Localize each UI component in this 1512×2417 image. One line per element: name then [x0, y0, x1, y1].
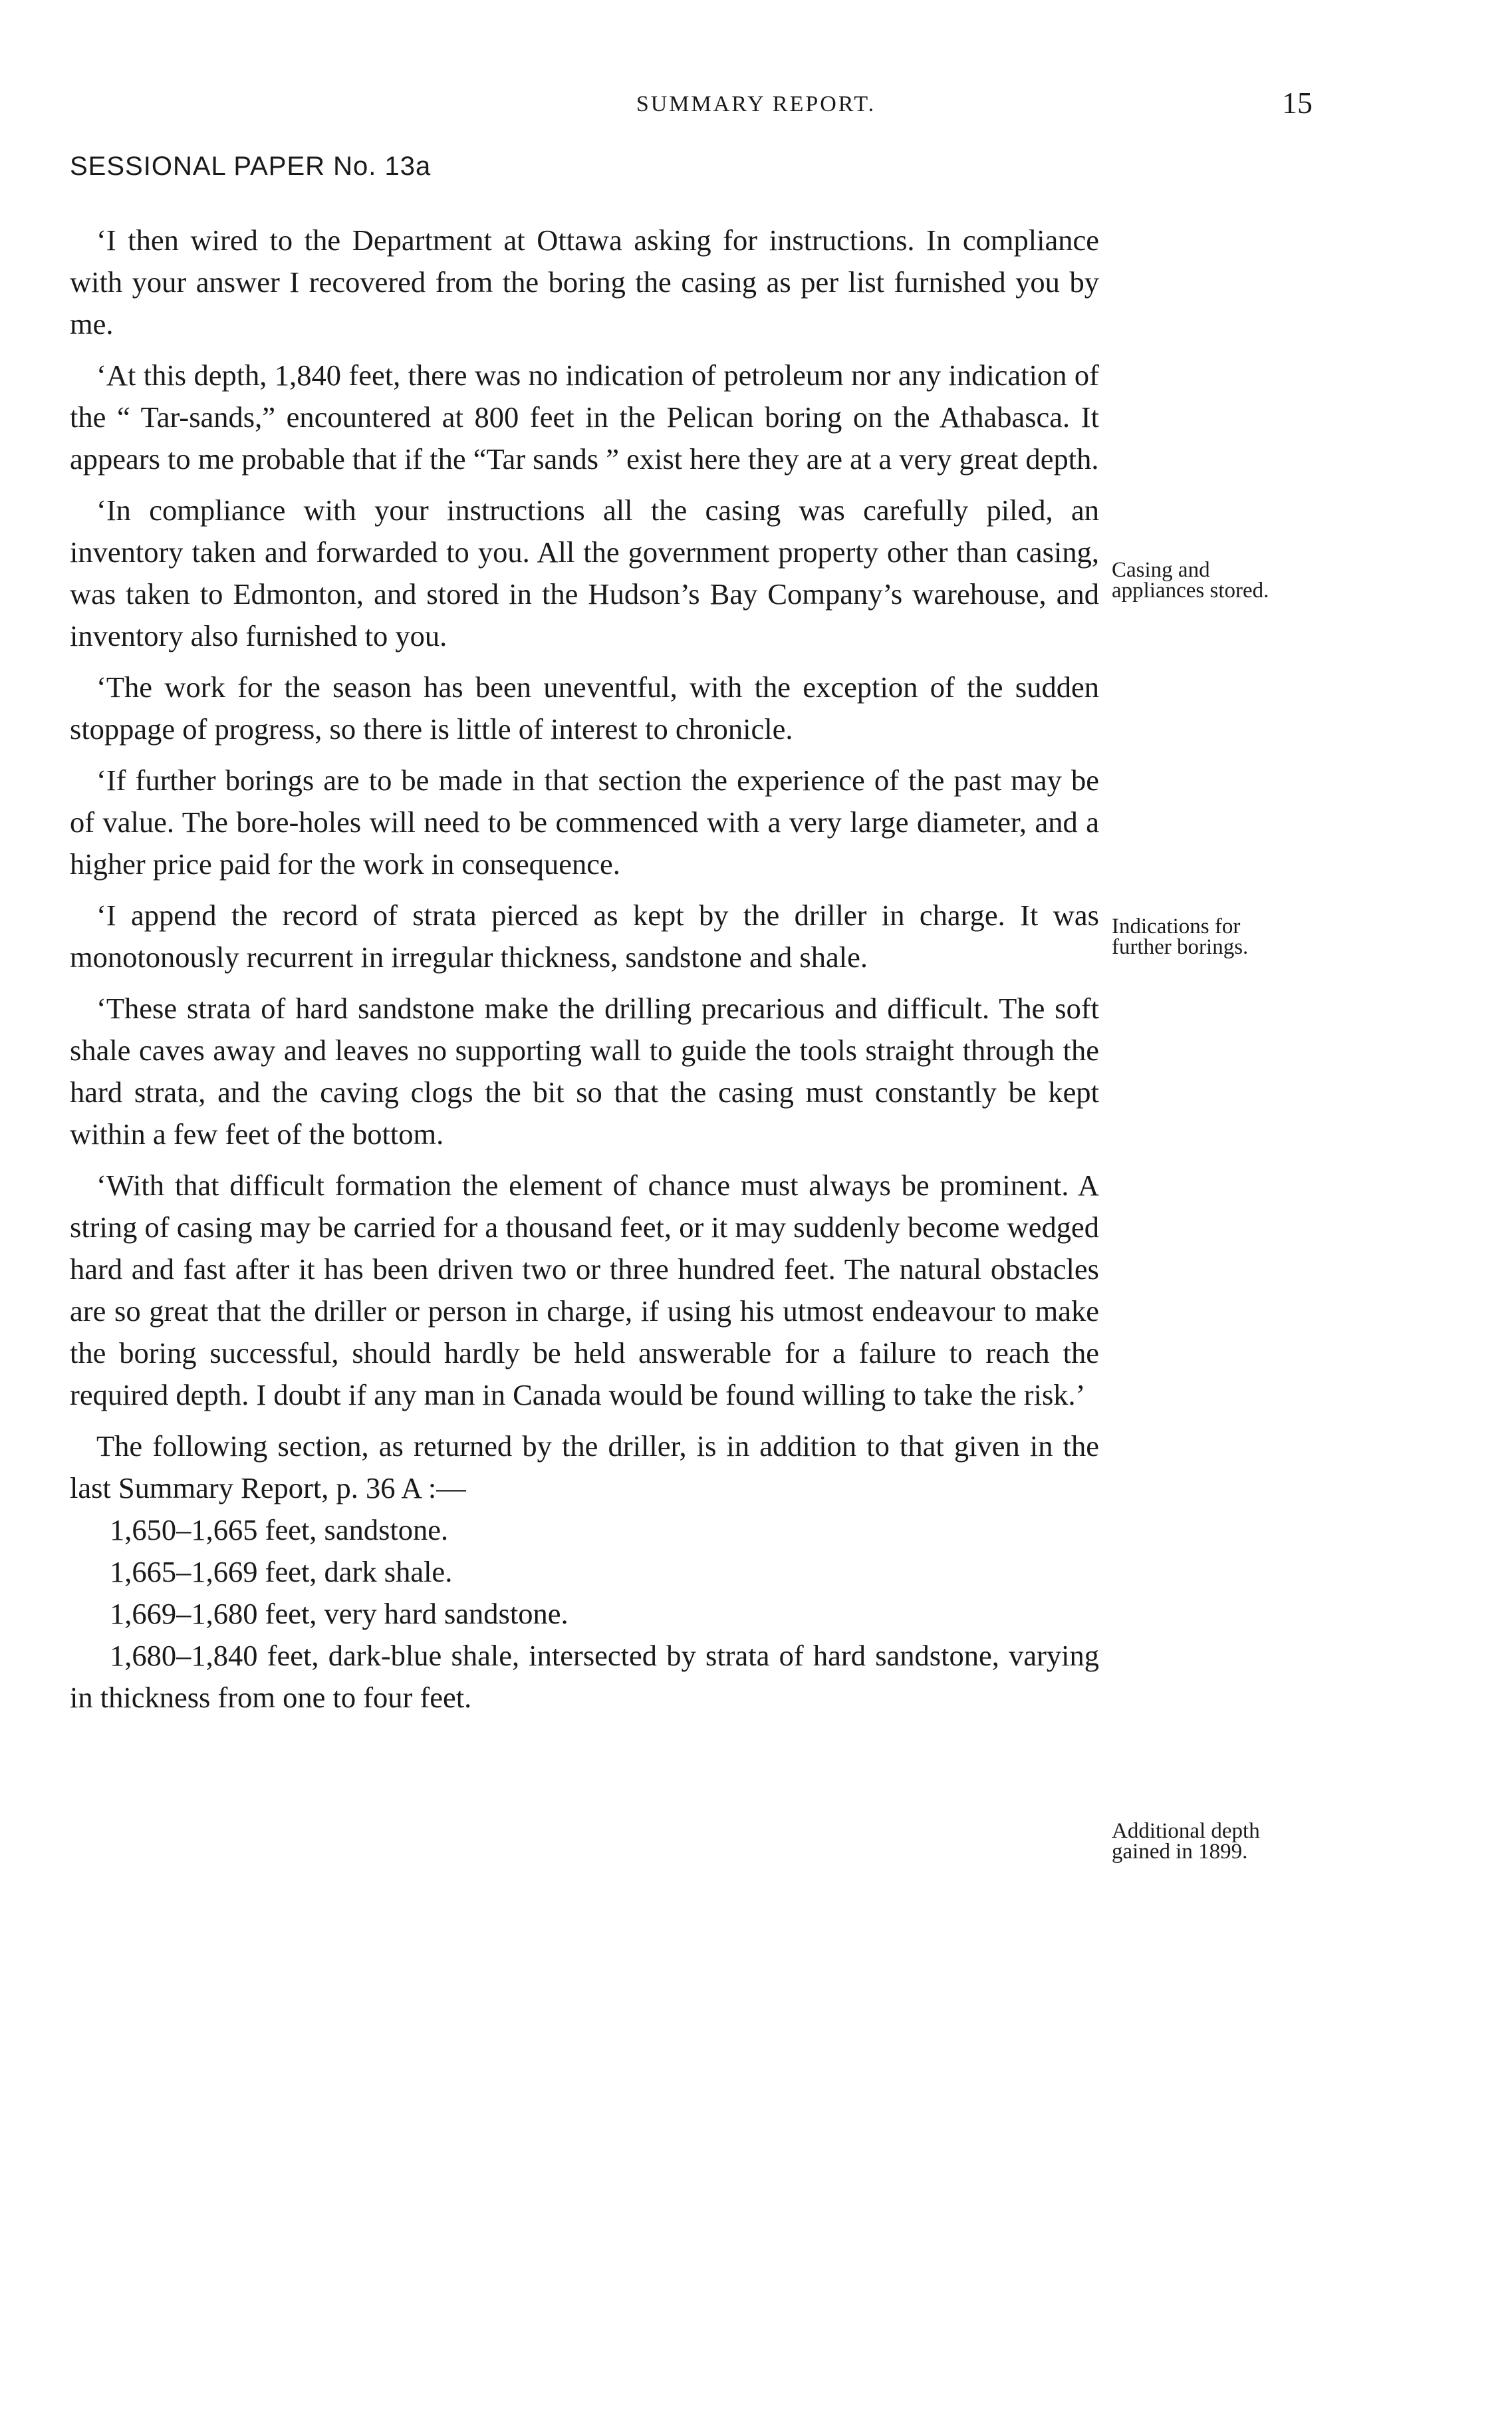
body-text — [70, 219, 1099, 1719]
paragraph: The following section, as returned by the driller, is in addition to that given in the last Summary Report, p. 36 A :— — [70, 1429, 1099, 1504]
paragraph: ‘The work for the season has been uneventful, with the exception of the sudden stoppage of progress, so there is little of interest to chronicle. — [70, 670, 1099, 746]
paragraph: ‘I then wired to the Department at Ottawa asking for instructions. In compliance with your answer I recovered from the boring the casing as per list furnished you by me. — [70, 223, 1099, 341]
section-entry: 1,665–1,669 feet, dark shale. — [110, 1555, 453, 1588]
sessional-paper-label: SESSIONAL PAPER No. 13a — [70, 152, 432, 181]
paragraph: ‘If further borings are to be made in that section the experience of the past may be of value. The bore-holes will need to be commenced with a very large diameter, and a higher price paid for the work in consequence. — [70, 764, 1099, 881]
section-entry: 1,669–1,680 feet, very hard sandstone. — [110, 1597, 568, 1630]
section-entry: 1,650–1,665 feet, sandstone. — [110, 1513, 449, 1546]
page-number: 15 — [1282, 86, 1313, 120]
paragraph: ‘I append the record of strata pierced as kept by the driller in charge. It was monotonously recurrent in irregular thickness, sandstone and shale. — [70, 899, 1099, 974]
sidenote-casing-stored: Casing and appliances stored. — [1112, 558, 1269, 603]
paragraph: ‘With that difficult formation the element of chance must always be prominent. A string of casing may be carried for a thousand feet, or it may suddenly become wedged hard and fast after it has been driven two or three hundred feet. The natural obstacles are so great that the driller or person in charge, if using his utmost endeavour to make the boring successful, should hardly be held answerable for a failure to reach the required depth. I doubt if any man in Canada would be found willing to take the risk.’ — [70, 1169, 1099, 1411]
section-entry: 1,680–1,840 feet, dark-blue shale, intersected by strata of hard sandstone, varying in thickness from one to four feet. — [70, 1639, 1099, 1714]
running-title: SUMMARY REPORT. — [636, 92, 876, 116]
paragraph: ‘In compliance with your instructions all the casing was carefully piled, an inventory taken and forwarded to you. All the government property other than casing, was taken to Edmonton, and stored in the Hudson’s Bay Company’s warehouse, and inventory also furnished to you. — [70, 494, 1099, 652]
sidenote-additional-depth: Additional depth gained in 1899. — [1112, 1819, 1260, 1864]
sidenote-further-borings: Indications for further borings. — [1112, 915, 1249, 959]
paragraph: ‘At this depth, 1,840 feet, there was no indication of petroleum nor any indication of the “ Tar-sands,” encountered at 800 feet in the Pelican boring on the Athabasca. It appears to me probable that if the “Tar sands ” exist here they are at a very great depth. — [70, 358, 1099, 476]
paragraph: ‘These strata of hard sandstone make the drilling precarious and difficult. The soft shale caves away and leaves no supporting wall to guide the tools straight through the hard strata, and the caving clogs the bit so that the casing must constantly be kept within a few feet of the bottom. — [70, 992, 1099, 1151]
